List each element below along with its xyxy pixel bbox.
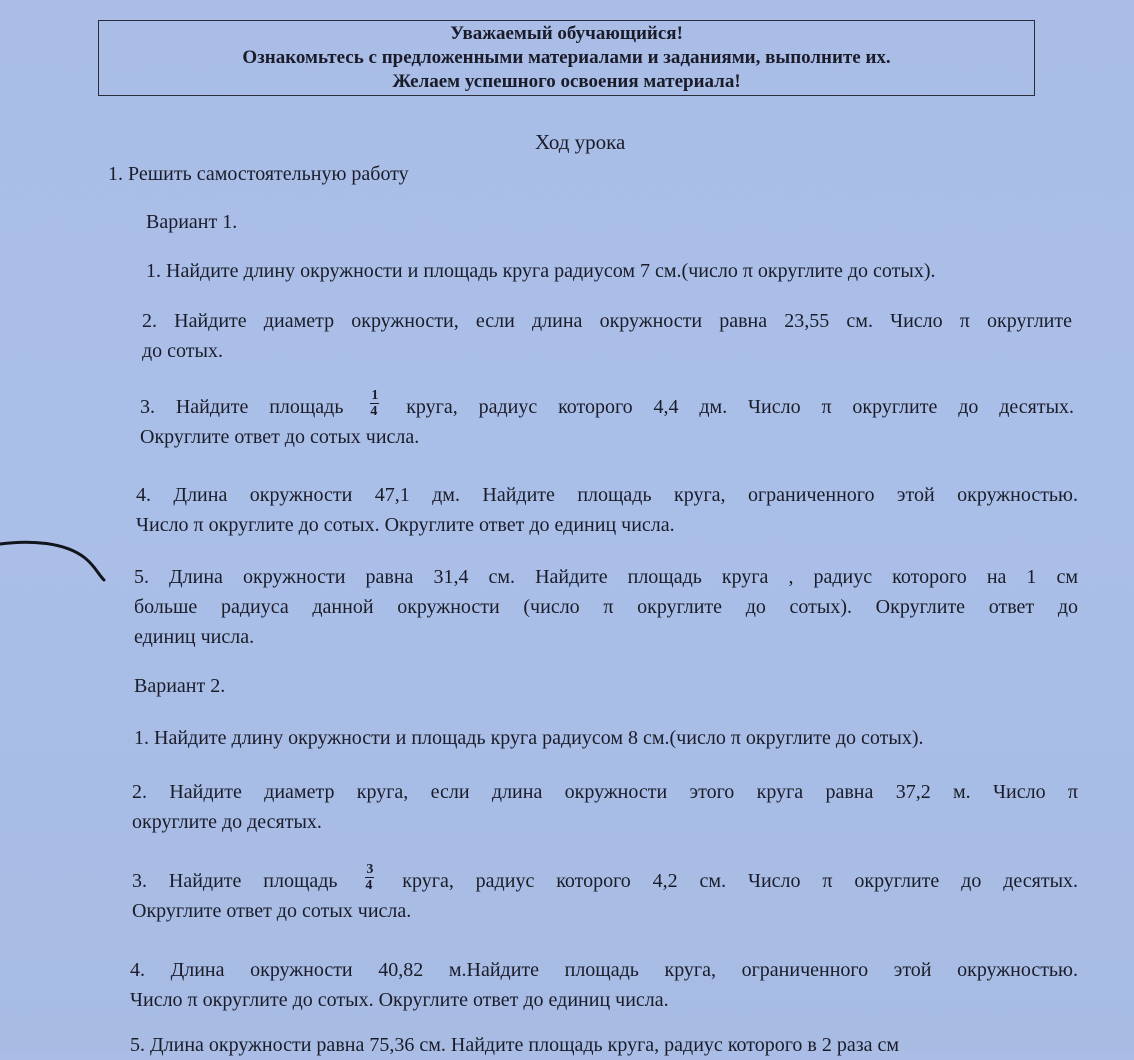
v2-task-1: 1. Найдите длину окружности и площадь круга радиусом 8 см.(число π округлите до сотых). [134,727,924,749]
v1-task-2-line1: 2. Найдите диаметр окружности, если длина окружности равна 23,55 см. Число π округлите [142,310,1072,332]
task-heading: 1. Решить самостоятельную работу [108,163,409,185]
v2-task-5: 5. Длина окружности равна 75,36 см. Найдите площадь круга, радиус которого в 2 раза см [130,1034,900,1056]
v1-task-5-line1: 5. Длина окружности равна 31,4 см. Найдите площадь круга , радиус которого на 1 см [134,566,1078,588]
lesson-title: Ход урока [535,130,626,154]
v1-task-3 [140,387,1075,452]
v1-task-4-line2: Число π округлите до сотых. Округлите ответ до единиц числа. [136,514,675,536]
notice-box [98,20,1035,96]
v1-task-1: 1. Найдите длину окружности и площадь круга радиусом 7 см.(число π округлите до сотых). [146,260,936,282]
v2-task-2-line2: округлите до десятых. [132,811,322,833]
v2-task-3-line2: Округлите ответ до сотых числа. [132,900,412,922]
variant-2-title: Вариант 2. [134,675,226,697]
fraction-three-quarters: $\frac{3}{4}$ [365,861,374,893]
v1-task-5-line3: единиц числа. [134,626,255,648]
variant-1-title: Вариант 1. [146,211,238,233]
v2-task-2 [132,777,1078,837]
v1-task-5 [134,562,1078,652]
notice-wish: Желаем успешного освоения материала! [392,71,741,92]
v1-task-3-before: 3. Найдите площадь [140,396,344,418]
v1-task-3-line2: Округлите ответ до сотых числа. [140,426,420,448]
v1-task-5-line2: больше радиуса данной окружности (число π округлите до сотых). Округлите ответ до [134,596,1078,618]
v2-task-3 [132,861,1079,926]
pen-stroke-mark [0,530,115,590]
v2-task-4-line1: 4. Длина окружности 40,82 м.Найдите площадь круга, ограниченного этой окружностью. [130,959,1078,981]
v2-task-3-before: 3. Найдите площадь [132,870,338,892]
v2-task-3-after: круга, радиус которого 4,2 см. Число π округлите до десятых. [402,870,1079,892]
fraction-one-quarter: $\frac{1}{4}$ [370,387,379,419]
notice-greeting: Уважаемый обучающийся! [450,23,683,44]
v1-task-2 [142,306,1072,366]
v1-task-4-line1: 4. Длина окружности 47,1 дм. Найдите площадь круга, ограниченного этой окружностью. [136,484,1078,506]
v1-task-4 [136,480,1078,540]
v2-task-2-line1: 2. Найдите диаметр круга, если длина окружности этого круга равна 37,2 м. Число π [132,781,1078,803]
v2-task-4-line2: Число π округлите до сотых. Округлите ответ до единиц числа. [130,989,669,1011]
v2-task-4 [130,955,1078,1015]
v1-task-3-after: круга, радиус которого 4,4 дм. Число π округлите до десятых. [406,396,1075,418]
v1-task-2-line2: до сотых. [142,340,223,362]
notice-instruction: Ознакомьтесь с предложенными материалами и заданиями, выполните их. [242,47,891,68]
